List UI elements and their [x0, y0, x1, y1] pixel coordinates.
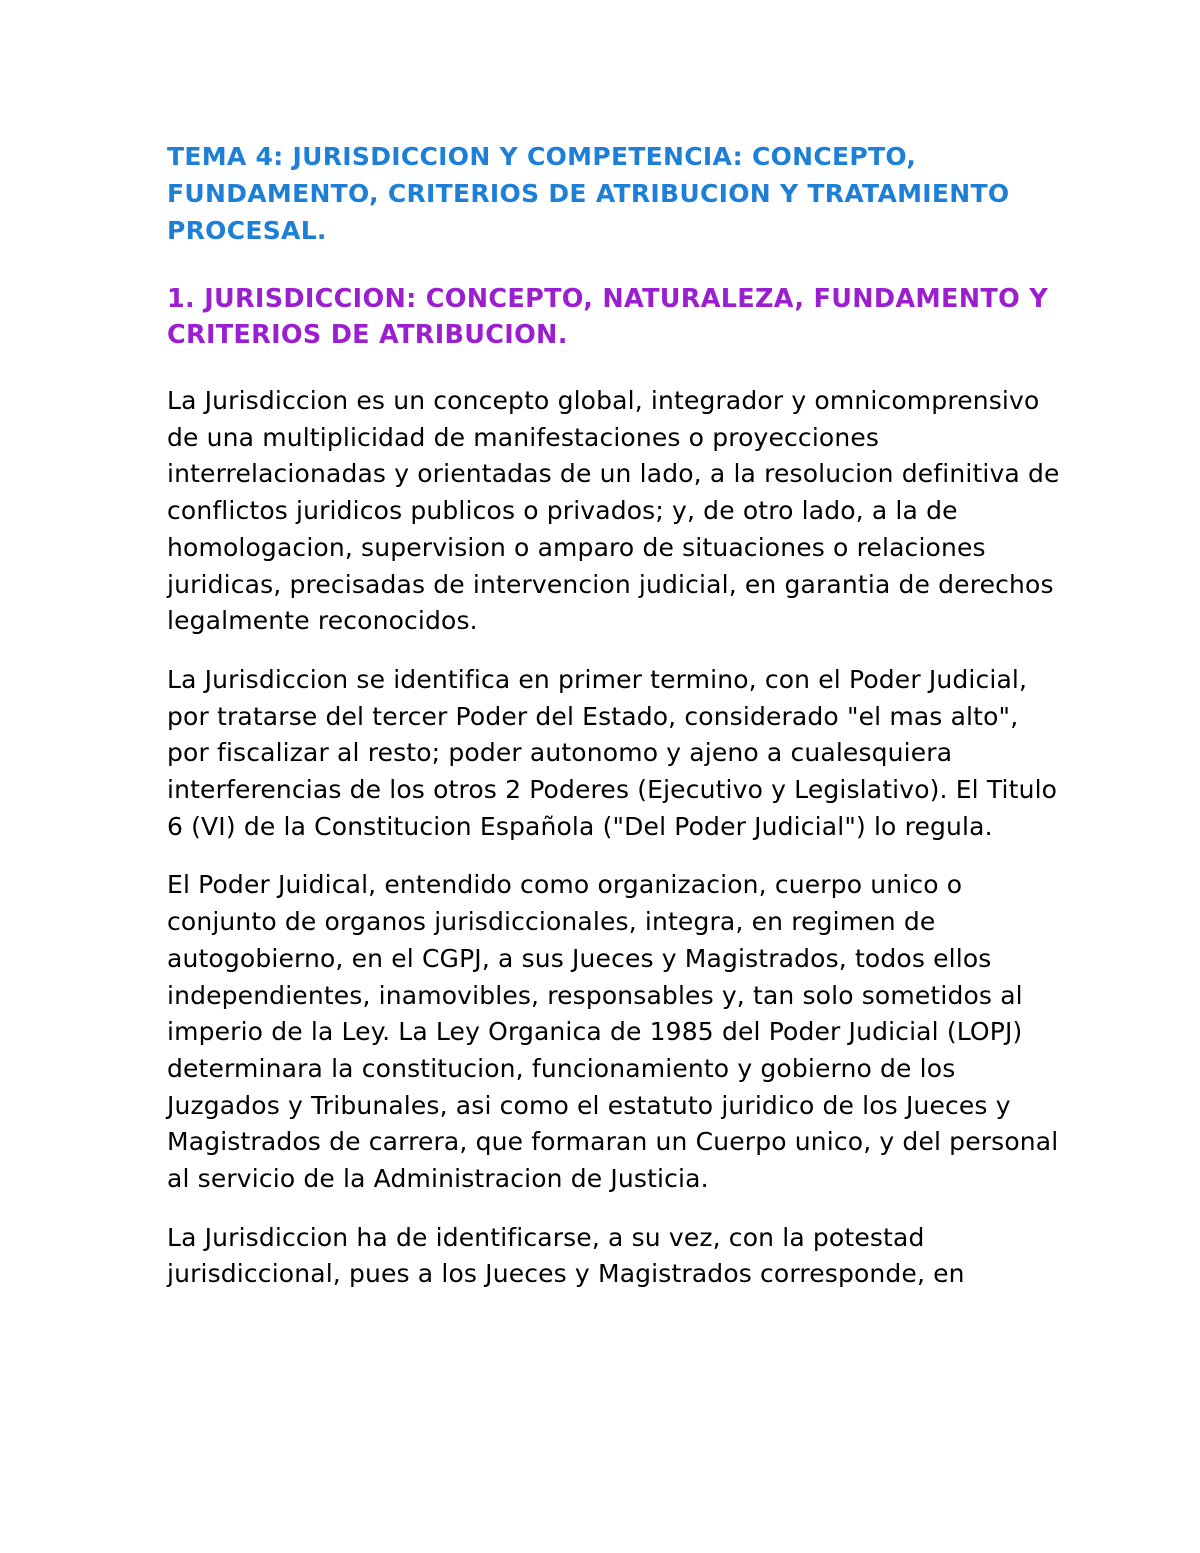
document-page: [167, 138, 1067, 1315]
paragraph-potestad: La Jurisdiccion ha de identificarse, a su vez, con la potestad jurisdiccional, pues a los Jueces y Magistrados corresponde, en: [167, 1222, 965, 1289]
document-title: TEMA 4: JURISDICCION Y COMPETENCIA: CONCEPTO, FUNDAMENTO, CRITERIOS DE ATRIBUCION Y TRATAMIENTO PROCESAL.: [167, 142, 1010, 245]
paragraph-jurisdiccion-concepto: La Jurisdiccion es un concepto global, integrador y omnicomprensivo de una multiplicidad de manifestaciones o proyecciones interrelacionadas y orientadas de un lado, a la resolucion definitiva de conflictos juridicos publicos o privados; y, de otro lado, a la de homologacion, supervision o amparo de situaciones o relaciones juridicas, precisadas de intervencion judicial, en garantia de derechos legalmente reconocidos.: [167, 386, 1060, 636]
paragraph-organizacion: El Poder Juidical, entendido como organizacion, cuerpo unico o conjunto de organos jurisdiccionales, integra, en regimen de autogobierno, en el CGPJ, a sus Jueces y Magistrados, todos ellos independientes, inamovibles, responsables y, tan solo sometidos al imperio de la Ley. La Ley Organica de 1985 del Poder Judicial (LOPJ) determinara la constitucion, funcionamiento y gobierno de los Juzgados y Tribunales, asi como el estatuto juridico de los Jueces y Magistrados de carrera, que formaran un Cuerpo unico, y del personal al servicio de la Administracion de Justicia.: [167, 870, 1059, 1194]
paragraph-poder-judicial: La Jurisdiccion se identifica en primer termino, con el Poder Judicial, por tratarse del tercer Poder del Estado, considerado "el mas alto", por fiscalizar al resto; poder autonomo y ajeno a cualesquiera interferencias de los otros 2 Poderes (Ejecutivo y Legislativo). El Titulo 6 (VI) de la Constitucion Española ("Del Poder Judicial") lo regula.: [167, 664, 1058, 841]
section-heading: 1. JURISDICCION: CONCEPTO, NATURALEZA, FUNDAMENTO Y CRITERIOS DE ATRIBUCION.: [167, 284, 1049, 350]
